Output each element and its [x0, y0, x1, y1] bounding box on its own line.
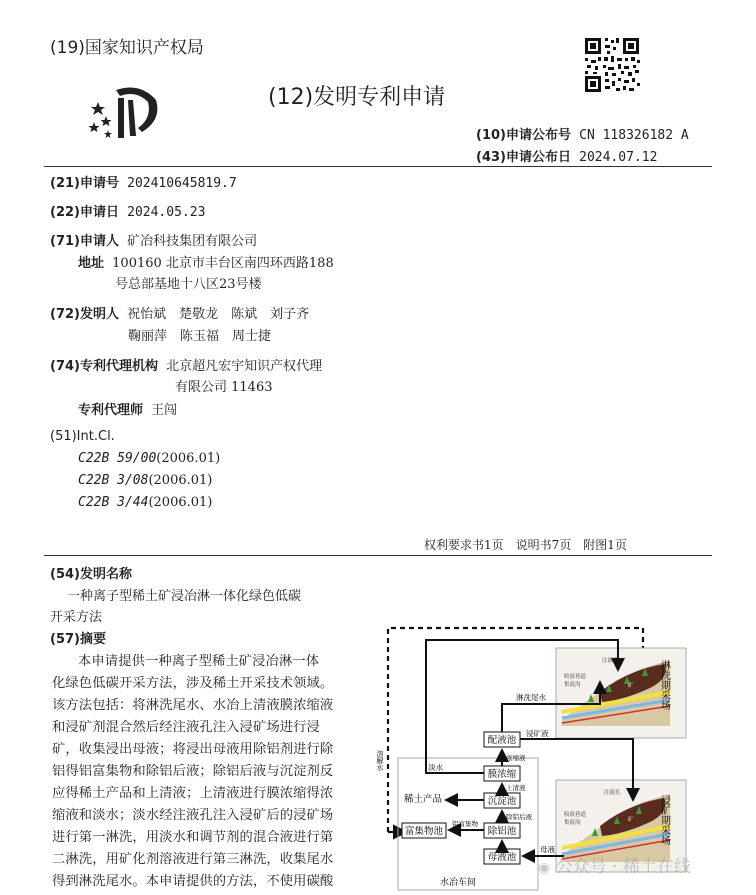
page-counts: 权利要求书1页 说明书7页 附图1页: [424, 538, 627, 552]
abstract-line: 进行第一淋洗，用淡水和调节剂的混合液进行第: [52, 830, 334, 845]
inventor-label: (72)发明人: [50, 307, 119, 322]
label-injection-hole: 注液孔: [602, 658, 619, 664]
label-ore-leaching-stope: 浸矿期采场: [658, 795, 670, 845]
applicant-row: [50, 230, 257, 249]
doc-type: (12)发明专利申请: [268, 85, 446, 110]
label-leaching-stope: 淋洗期采场: [658, 660, 670, 710]
label-post-al-liquid: 除铝后液: [506, 813, 532, 821]
address-line2: 号总部基地十八区23号楼: [115, 277, 262, 292]
abstract-line: 二淋洗，用矿化剂溶液进行第三淋洗，收集尾水: [52, 852, 334, 867]
app-date: 2024.05.23: [127, 205, 206, 220]
agency-line1: 北京超凡宏宇知识产权代理: [166, 359, 323, 374]
tank-mother-liquor-label: 母液池: [487, 852, 517, 863]
tank-aluminum-removal-label: 除铝池: [487, 826, 517, 837]
label-leaching-liquid: 浸矿液: [526, 729, 549, 738]
applicant: 矿冶科技集团有限公司: [127, 234, 258, 249]
ipc-label: (51)Int.Cl.: [50, 429, 115, 444]
label-injection-hole: 注液孔: [604, 790, 621, 796]
pub-date-label: (43)申请公布日: [476, 150, 571, 165]
pub-number-row: [476, 124, 689, 143]
agent-label: 专利代理师: [78, 403, 144, 418]
ipc-row: [78, 495, 212, 510]
abstract-line: 本申请提供一种离子型稀土矿浸冶淋一体: [78, 654, 320, 669]
label-dissolution-water: 溶解水: [376, 750, 384, 771]
label-collection-tunnel: 收液巷道: [564, 674, 587, 680]
office-name: (19)国家知识产权局: [50, 38, 204, 58]
tank-membrane-label: 膜浓缩: [487, 769, 517, 780]
section-divider: [44, 555, 712, 556]
title-line1: 一种离子型稀土矿浸冶淋一体化绿色低碳: [67, 589, 302, 604]
qr-code: [583, 36, 641, 94]
inventor-row: [50, 303, 309, 322]
agent-row: [78, 399, 177, 418]
ipc-row: [78, 451, 220, 466]
label-ore: 矿: [628, 817, 634, 823]
label-supernatant: 上清液: [506, 784, 526, 792]
agent: 王闯: [151, 403, 178, 418]
ipc-version: (2006.01): [148, 473, 213, 488]
label-workshop: 水冶车间: [440, 878, 477, 888]
label-concentrate: 浓缩液: [506, 754, 526, 762]
ipc-code: C22B 59/00: [78, 451, 157, 466]
title-label: (54)发明名称: [50, 567, 132, 582]
pub-number-label: (10)申请公布号: [476, 128, 571, 143]
abstract-line: 该方法包括：将淋洗尾水、水冶上清液膜浓缩液: [52, 698, 334, 713]
ipc-version: (2006.01): [156, 451, 221, 466]
address-label: 地址: [78, 256, 105, 271]
abstract-line: 矿，收集浸出母液；将浸出母液用除铝剂进行除: [52, 742, 334, 757]
ipc-code: C22B 3/08: [78, 473, 149, 488]
pub-date: 2024.07.12: [579, 150, 658, 165]
address-line1: 100160 北京市丰台区南四环西路188: [112, 256, 334, 271]
app-number-row: [50, 172, 237, 191]
agency-label: (74)专利代理机构: [50, 359, 158, 374]
abstract-line: 和浸矿剂混合然后经注液孔注入浸矿场进行浸: [52, 720, 320, 735]
ipc-code: C22B 3/44: [78, 495, 149, 510]
label-fresh-water: 淡水: [428, 763, 443, 772]
abstract-line: 缩液和淡水；淡水经注液孔注入浸矿后的浸矿场: [52, 808, 334, 823]
leaching-period-stope: [556, 648, 686, 738]
agency-line2: 有限公司 11463: [175, 380, 273, 395]
abstract-line: 应得稀土产品和上清液；上清液进行膜浓缩得浓: [52, 786, 334, 801]
tank-enrichment-label: 富集物池: [404, 826, 444, 837]
title-line2: 开采方法: [50, 610, 103, 625]
label-ore: 矿: [628, 683, 634, 689]
watermark-text: 公众号 · 稀土在线: [555, 857, 691, 877]
label-tail-water: 淋洗尾水: [516, 693, 546, 702]
label-collection-ditch: 集液沟: [564, 682, 581, 688]
ipc-version: (2006.01): [148, 495, 213, 510]
abstract-line: 铝得铝富集物和除铝后液；除铝后液与沉淀剂反: [52, 764, 334, 779]
inventors-line1: 祝怡斌 楚敬龙 陈斌 刘子齐: [127, 307, 310, 322]
address-row: [78, 252, 334, 271]
pub-date-row: [476, 146, 657, 165]
agency-row: [50, 355, 322, 374]
watermark: [538, 852, 691, 877]
label-re-product: 稀土产品: [404, 794, 443, 805]
inventors-line2: 鞠丽萍 陈玉福 周士捷: [128, 329, 272, 344]
abstract-label: (57)摘要: [50, 632, 106, 647]
app-number: 202410645819.7: [127, 176, 237, 191]
app-date-label: (22)申请日: [50, 205, 119, 220]
wechat-icon: ◉: [538, 860, 551, 876]
pub-number: CN 118326182 A: [579, 128, 689, 143]
cnipa-logo: [84, 80, 164, 142]
abstract-line: 化绿色低碳开采方法，涉及稀土开采技术领域。: [52, 676, 334, 691]
app-number-label: (21)申请号: [50, 176, 119, 191]
ipc-row: [78, 473, 212, 488]
abstract-line: 得到淋洗尾水。本申请提供的方法，不使用碳酸: [52, 874, 334, 889]
app-date-row: [50, 201, 205, 220]
header-divider: [44, 166, 712, 167]
label-al-enrichment: 铝富集物: [452, 820, 478, 828]
label-collection-ditch: 集液沟: [564, 820, 581, 826]
label-mother-liquor: 母液: [540, 845, 555, 854]
applicant-label: (71)申请人: [50, 234, 119, 249]
tank-mixing-label: 配液池: [487, 735, 517, 746]
label-collection-tunnel: 收液巷道: [564, 812, 587, 818]
tank-precipitation-label: 沉淀池: [487, 796, 517, 807]
